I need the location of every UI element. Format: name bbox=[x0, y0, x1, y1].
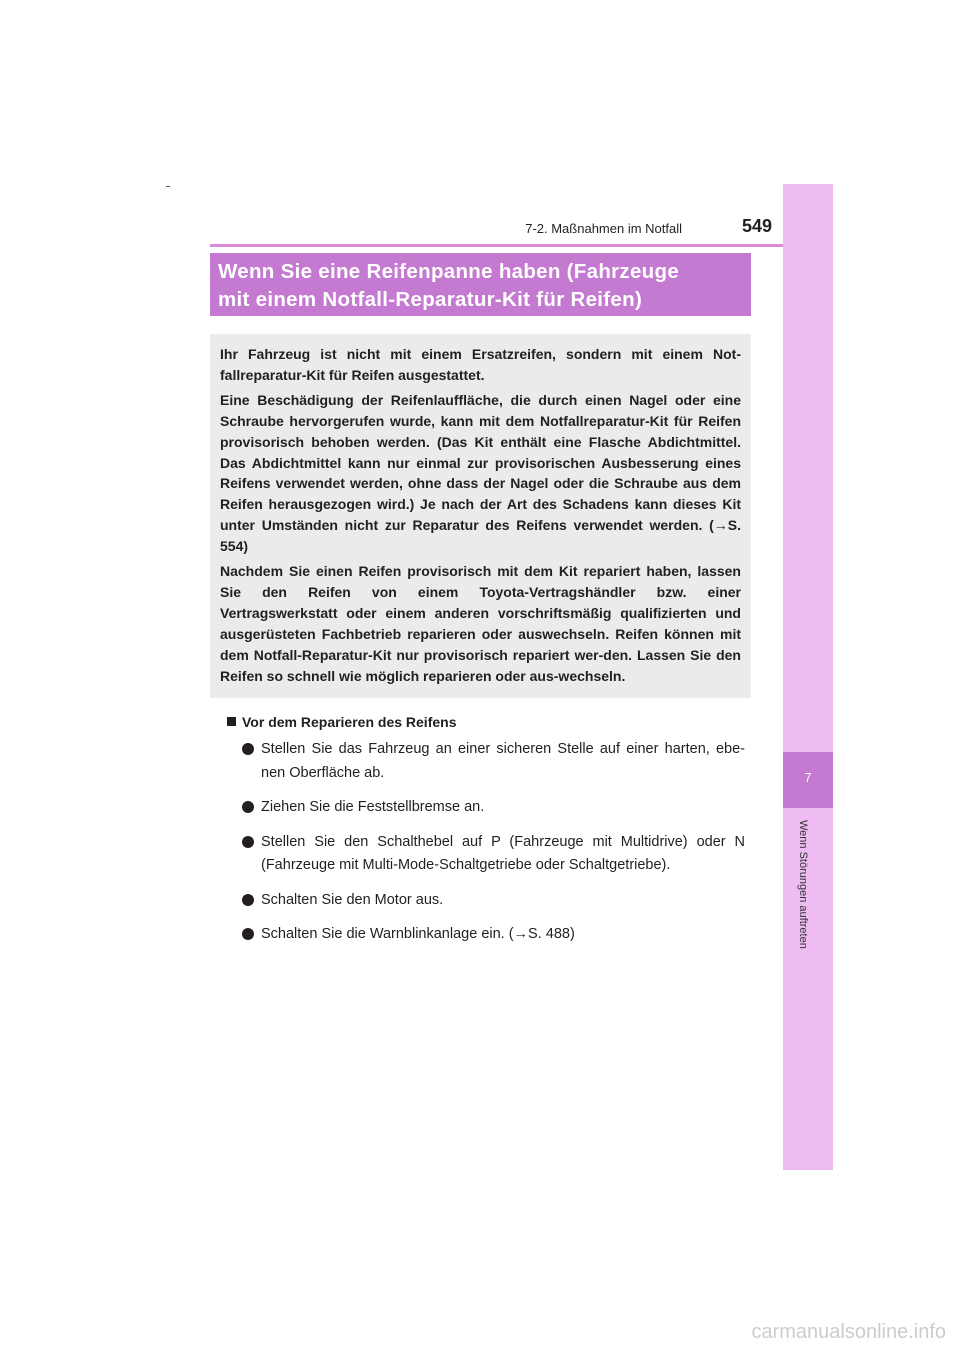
list-item-text: Ziehen Sie die Feststellbremse an. bbox=[261, 799, 485, 815]
chapter-side-tab bbox=[783, 184, 833, 1170]
intro-box bbox=[210, 334, 751, 698]
section-heading-text: Vor dem Reparieren des Reifens bbox=[242, 714, 457, 730]
list-item bbox=[240, 831, 745, 878]
bullet-dot-icon bbox=[242, 836, 254, 848]
list-item-text: Schalten Sie die Warnblinkanlage ein. (→S. 488) bbox=[261, 926, 575, 942]
page-title-line-1: Wenn Sie eine Reifenpanne haben (Fahrzeuge bbox=[218, 260, 680, 283]
bullet-dot-icon bbox=[242, 743, 254, 755]
bullet-dot-icon bbox=[242, 801, 254, 813]
list-item bbox=[240, 796, 745, 820]
intro-paragraph-2: Eine Beschädigung der Reifenlauffläche, die durch einen Nagel oder eine Schraube hervorgerufen wurde, kann mit dem Notfallreparatur-Kit für Reifen provisorisch behoben werden. (Das Kit enthält eine Flasche Abdichtmittel. Das Abdichtmittel kann nur einmal zur provisorischen Ausbesserung eines Reifens verwendet werden, ohne dass der Nagel oder die Schraube aus dem Reifen herausgezogen wird.) Je nach der Art des Schadens kann dieses Kit unter Umständen nicht zur Reparatur des Reifens verwendet werden. (→S. 554) bbox=[220, 391, 741, 555]
list-item bbox=[240, 923, 745, 947]
chapter-title: Wenn Störungen auftreten bbox=[797, 820, 809, 949]
list-item bbox=[240, 738, 745, 785]
section-label: 7-2. Maßnahmen im Notfall bbox=[525, 221, 682, 236]
square-bullet-icon bbox=[227, 717, 236, 726]
page-title bbox=[210, 253, 751, 316]
page-number: 549 bbox=[741, 216, 772, 236]
list-item-text: Stellen Sie den Schalthebel auf P (Fahrzeuge mit Multidrive) oder N (Fahrzeuge mit Multi-Mode-Schaltgetriebe oder Schaltgetriebe). bbox=[261, 833, 745, 873]
corner-mark bbox=[166, 186, 170, 187]
chapter-number: 7 bbox=[804, 770, 812, 785]
watermark: carmanualsonline.info bbox=[751, 1321, 946, 1343]
intro-paragraph-3: Nachdem Sie einen Reifen provisorisch mit dem Kit repariert haben, lassen Sie den Reifen von einem Toyota-Vertragshändler bzw. einer Vertragswerkstatt oder einem anderen vorschriftsmäßig qualifizierten und ausgerüsteten Fachbetrieb reparieren oder auswechseln. Reifen können mit dem Notfall-Reparatur-Kit nur provisorisch repariert wer-den. Lassen Sie den Reifen so schnell wie möglich reparieren oder aus-wechseln. bbox=[220, 563, 741, 684]
bullet-dot-icon bbox=[242, 894, 254, 906]
list-item bbox=[240, 889, 745, 913]
section-heading bbox=[227, 714, 456, 730]
bullet-list bbox=[240, 738, 745, 958]
list-item-text: Schalten Sie den Motor aus. bbox=[261, 891, 444, 908]
header-divider bbox=[210, 244, 832, 247]
bullet-dot-icon bbox=[242, 928, 254, 940]
intro-paragraph-1: Ihr Fahrzeug ist nicht mit einem Ersatzreifen, sondern mit einem Not-fallreparatur-Kit für Reifen ausgestattet. bbox=[220, 346, 741, 383]
page-title-line-2: mit einem Notfall-Reparatur-Kit für Reifen) bbox=[218, 288, 643, 311]
list-item-text: Stellen Sie das Fahrzeug an einer sicheren Stelle auf einer harten, ebe-nen Oberfläche ab. bbox=[261, 741, 745, 781]
